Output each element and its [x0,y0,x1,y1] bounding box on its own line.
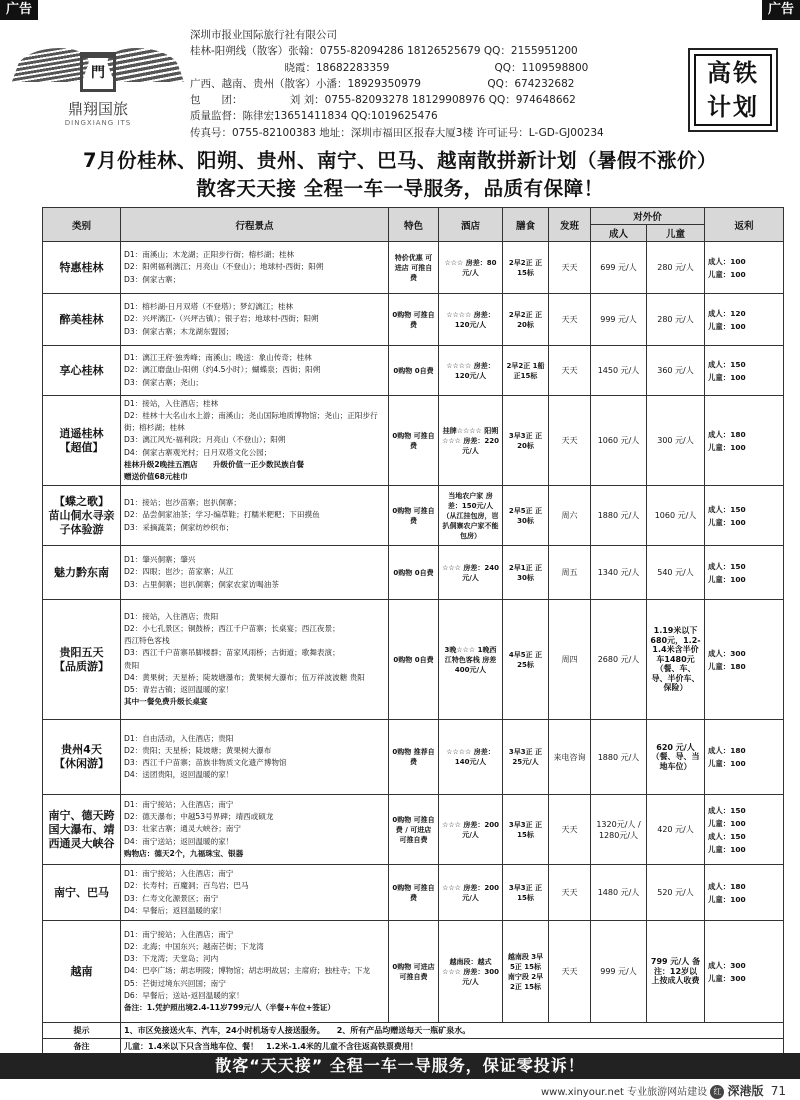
tour-row [43,486,784,546]
rebate [705,720,784,795]
itinerary-day: D3：占里侗寨；岜扒侗寨；侗家农家访喝油茶 [124,579,279,589]
tip-text: 1、市区免接送火车、汽车，24小时机场专人接送服务。 2、所有产品均赠送每天一瓶矿泉水。 [121,1023,784,1039]
itinerary-day: 赠送价值68元桂巾 [124,472,188,481]
departure: 天天 [549,294,591,346]
meal: 3早3正 正15标 [503,865,549,921]
category-name: 【蝶之歌】 [54,494,109,508]
itinerary-day: D3：仁寿文化源景区；南宁 [124,893,219,903]
hotel: ☆☆☆ 房差：200元/人 [439,795,503,865]
header-child: 儿童 [647,225,705,242]
itinerary-day: D1：南宁接站；入住酒店；南宁 [124,799,234,809]
tour-category [43,242,121,294]
rebate [705,486,784,546]
tour-category [43,294,121,346]
itinerary [121,396,389,486]
category-name: 南宁、德天跨国大瀑布、靖西通灵大峡谷 [48,808,115,850]
rebate-line: 儿童：100 [708,372,746,382]
itinerary-day: D1：接站，入住酒店；贵阳 [124,611,219,621]
category-name: 魅力黔东南 [54,565,109,579]
rebate-line: 成人：120 [708,308,746,318]
header-itinerary: 行程景点 [121,208,389,242]
feature: 0购物 可推自费 [389,294,439,346]
category-subtitle: 【品质游】 [54,659,109,673]
logo-name: 鼎翔国旅 [67,100,128,118]
hotel: 越南段：越式☆☆☆ 房差：300元/人 [439,921,503,1023]
feature: 特价优惠 可进店 可推自费 [389,242,439,294]
tour-row [43,546,784,600]
itinerary-day: D4：侗家古寨观光村；日月双塔文化公园； [124,447,272,457]
meal: 2早5正 正30标 [503,486,549,546]
departure: 天天 [549,795,591,865]
note-label: 备注 [43,1039,121,1055]
departure: 天天 [549,242,591,294]
rebate-line: 成人：180 [708,746,746,755]
info-line: 晓霞：18682283359 QQ：1109598800 [190,61,589,74]
rebate [705,600,784,720]
rebate [705,242,784,294]
logo-english: DINGXIANG ITS [64,119,132,127]
company-logo [8,40,188,130]
child-price: 280 元/人 [647,294,705,346]
tour-row [43,720,784,795]
header-rebate: 返利 [705,208,784,242]
feature: 0购物 可推自费 [389,865,439,921]
tip-label: 提示 [43,1023,121,1039]
category-name: 逍遥桂林 [59,426,104,440]
tour-category [43,865,121,921]
rebate-line: 儿童：100 [708,574,746,584]
itinerary-day: D6：早餐后；送站-返回温暖的家！ [124,990,244,1000]
tour-category [43,346,121,396]
badge-line1: 高铁 [707,59,759,87]
itinerary [121,294,389,346]
logo-mark: 門 [80,52,116,92]
category-name: 南宁、巴马 [54,885,109,899]
itinerary [121,921,389,1023]
itinerary-day: D2：北海；中国东兴；越南芒街；下龙湾 [124,941,264,951]
hotel: 当地农户家 房差：150元/人（从江挂包房，岜扒侗寨农户家不能包房） [439,486,503,546]
itinerary-day: D4：巴亭广场；胡志明陵；博物馆；胡志明故居；主席府；独柱寺；下龙 [124,966,371,976]
feature: 0购物 0自费 [389,600,439,720]
adult-price: 2680 元/人 [591,600,647,720]
child-price: 540 元/人 [647,546,705,600]
itinerary-day: D1：南宁接站；入住酒店；南宁 [124,929,234,939]
rebate-line: 儿童：100 [708,321,746,331]
category-name: 醉美桂林 [59,312,104,326]
itinerary-day: D4：送团贵阳，返回温暖的家！ [124,770,234,780]
itinerary-day: D2：兴坪漓江-（兴坪古镇）；银子岩；地球村-西街；阳朔 [124,314,319,324]
itinerary-day: D4：早餐后；返回温暖的家！ [124,905,226,915]
header-departure: 发班 [549,208,591,242]
adult-price: 1450 元/人 [591,346,647,396]
meal: 2早2正 正15标 [503,242,549,294]
itinerary-day: D2：品尝侗家油茶；学习-编草鞋；打糯米粑粑；下田摸鱼 [124,510,320,520]
hotel: ☆☆☆☆ 房差：120元/人 [439,294,503,346]
hotel: ☆☆☆ 房差：240元/人 [439,546,503,600]
rebate-line: 儿童：100 [708,818,746,828]
child-price: 1.19米以下680元，1.2-1.4米含半价车1480元（餐、车、导、半价车、保险） [647,600,705,720]
rebate-line: 儿童：100 [708,269,746,279]
itinerary [121,346,389,396]
header-hotel: 酒店 [439,208,503,242]
category-name: 贵州4天 [61,743,102,756]
page-number: 71 [770,1084,786,1098]
feature: 0购物 可推自费 [389,486,439,546]
header-adult: 成人 [591,225,647,242]
itinerary-day: D3：侗家古寨；尧山； [124,377,204,387]
rebate-line: 成人：150 [708,805,746,815]
adult-price: 1060 元/人 [591,396,647,486]
itinerary-day: D1：自由活动，入住酒店；贵阳 [124,733,234,743]
feature: 0购物 0自费 [389,546,439,600]
info-line: 桂林-阳朔线（散客）张翰：0755-82094286 18126525679 QQ：2155951200 [190,45,578,58]
tour-category [43,600,121,720]
itinerary-day: D4：南宁送站；返回温暖的家！ [124,836,234,846]
itinerary-day: D5：青岩古镇；返回温暖的家！ [124,684,234,694]
tour-row [43,600,784,720]
itinerary-day: D3：采摘蔬菜；侗家纺纱织布； [124,522,234,532]
page-footer [541,1082,786,1099]
itinerary-day: D4：黄果树；天星桥；陡坡塘瀑布；黄果树大瀑布；伍万祥波波糖 贵阳 [124,672,365,682]
rebate-line: 成人：150 [708,504,746,514]
rebate-line: 成人：150 [708,831,746,841]
departure: 天天 [549,865,591,921]
itinerary-day: D1：肇兴侗寨；肇兴 [124,555,196,565]
rebate-line: 成人：180 [708,881,746,891]
itinerary [121,546,389,600]
rebate [705,396,784,486]
itinerary-day: D3：下龙湾；天堂岛；河内 [124,954,219,964]
feature: 0购物 可进店 可推自费 [389,921,439,1023]
info-line: 包 团： 刘 刘：0755-82093278 18129908976 QQ：974648662 [190,94,576,107]
header-category: 类别 [43,208,121,242]
edition-name: 深港版 [727,1084,764,1098]
child-price: 420 元/人 [647,795,705,865]
tour-row [43,346,784,396]
meal: 3早3正 正15标 [503,795,549,865]
footer-slogan: 散客“天天接” 全程一车一导服务，保证零投诉！ [0,1053,800,1079]
itinerary-day: 购物店：德天2个，九福珠宝、银器 [124,848,244,858]
category-name: 特惠桂林 [59,260,104,274]
itinerary-day: D1：南宁接站；入住酒店；南宁 [124,869,234,879]
tour-row [43,294,784,346]
adult-price: 1320元/人 / 1280元/人 [591,795,647,865]
info-line: 深圳市报业国际旅行社有限公司 [190,29,337,41]
feature: 0购物 0自费 [389,346,439,396]
tour-category [43,486,121,546]
rebate [705,795,784,865]
meal: 3早3正 正20标 [503,396,549,486]
departure: 天天 [549,396,591,486]
meal: 2早1正 正30标 [503,546,549,600]
meal: 4早5正 正25标 [503,600,549,720]
child-price: 520 元/人 [647,865,705,921]
itinerary-day: 其中一餐免费升级长桌宴 [124,697,208,707]
itinerary-day: D3：侗家古寨；木龙湖东盟园； [124,326,234,336]
itinerary-day: D2：贵阳；天星桥；陡坡塘；黄果树大瀑布 [124,745,272,755]
itinerary-day: D3：漓江风光-福利段；月亮山（不登山）；阳朔 [124,435,286,445]
adult-price: 699 元/人 [591,242,647,294]
rebate-line: 成人：150 [708,561,746,571]
adult-price: 999 元/人 [591,294,647,346]
itinerary-day: D1：接站，入住酒店；桂林 [124,398,219,408]
itinerary-day: D2：四眼；岜沙；苗家寨；从江 [124,567,234,577]
itinerary-day: D5：芒街过境东兴回国；南宁 [124,978,226,988]
ad-label-right: 广告 [762,0,800,20]
contact-info [190,27,670,141]
tour-price-table [42,207,784,1055]
tour-category [43,795,121,865]
itinerary-day: D1：榕杉湖-日月双塔（不登塔）；梦幻漓江；桂林 [124,302,294,312]
rebate-line: 儿童：300 [708,973,746,983]
itinerary [121,795,389,865]
itinerary-day: D1：漓江王府·独秀峰；南溪山；晚送：象山传奇；桂林 [124,353,312,363]
info-line: 质量监督：陈律宏13651411834 QQ:1019625476 [190,110,438,123]
itinerary [121,865,389,921]
departure: 周六 [549,486,591,546]
rebate-line: 儿童：100 [708,894,746,904]
tour-row [43,921,784,1023]
itinerary-day: 备注：1.凭护照出境2.4-11岁799元/人（半餐+车位+签证） [124,1003,335,1012]
category-name: 越南 [70,964,93,978]
footer-url: www.xinyour.net 专业旅游网站建设 [540,1087,708,1098]
itinerary-day: D2：小七孔景区；铜鼓桥；西江千户苗寨；长桌宴；西江夜景； 西江特色客栈 [124,623,420,646]
hsr-badge [688,48,778,132]
meal: 3早3正 正25元/人 [503,720,549,795]
departure: 天天 [549,346,591,396]
category-name: 享心桂林 [59,363,104,377]
rebate [705,294,784,346]
category-subtitle: 苗山侗水寻亲子体验游 [48,508,115,536]
adult-price: 1880 元/人 [591,720,647,795]
tour-row [43,795,784,865]
itinerary-day: D3：西江千户苗寨；苗族非物质文化遗产博物馆 [124,758,287,767]
rebate-line: 儿童：100 [708,759,746,768]
header-meal: 膳食 [503,208,549,242]
itinerary-day: D2：阳朔福利漓江；月亮山（不登山）；地球村-西街；阳朔 [124,262,324,272]
itinerary-day: D2：德天瀑布；中越53号界碑；靖西或硕龙 [124,812,274,822]
header-price: 对外价 [591,208,705,225]
child-price: 799 元/人 备注：12岁以上按成人收费 [647,921,705,1023]
tour-row [43,242,784,294]
child-price: 300 元/人 [647,396,705,486]
itinerary-day: D1：南溪山；木龙湖；正阳步行街；榕杉湖；桂林 [124,250,295,260]
adult-price: 1880 元/人 [591,486,647,546]
rebate [705,921,784,1023]
departure: 周四 [549,600,591,720]
itinerary-day: D3：西江千户苗寨吊脚楼群；苗家风雨桥；古街道；歌舞表演； 贵阳 [124,648,450,670]
header-feature: 特色 [389,208,439,242]
child-price: 360 元/人 [647,346,705,396]
ad-label-left: 广告 [0,0,38,20]
feature: 0购物 可推自费 [389,396,439,486]
itinerary [121,720,389,795]
meal: 2早2正 正20标 [503,294,549,346]
hotel: ☆☆☆ 房差：80元/人 [439,242,503,294]
adult-price: 1480 元/人 [591,865,647,921]
category-name: 贵阳五天 [59,645,104,659]
rebate-line: 成人：300 [708,960,746,970]
itinerary-day: D2：长寿村；百魔洞；百鸟岩；巴马 [124,881,249,891]
rebate-line: 成人：150 [708,359,746,369]
headline: 7月份桂林、阳朔、贵州、南宁、巴马、越南散拼新计划（暑假不涨价） [82,149,718,172]
departure: 周五 [549,546,591,600]
child-price: 1060 元/人 [647,486,705,546]
itinerary-day: D3：侗家古寨； [124,274,181,284]
rebate-line: 儿童：100 [708,844,746,854]
tour-row [43,865,784,921]
adult-price: 1340 元/人 [591,546,647,600]
child-price: 620 元/人（餐、导、当地车位） [647,720,705,795]
tour-category [43,921,121,1023]
rebate-line: 成人：300 [708,648,746,658]
departure: 天天 [549,921,591,1023]
itinerary-day: D3：壮家古寨；通灵大峡谷；南宁 [124,824,241,834]
hotel: ☆☆☆☆ 房差：140元/人 [439,720,503,795]
edition-mark: 红 [710,1085,724,1099]
feature: 0购物 推荐自费 [389,720,439,795]
subheadline: 散客天天接 全程一车一导服务，品质有保障！ [196,177,604,200]
meal: 越南段 3早5正 15标 南宁段 2早2正 15标 [503,921,549,1023]
hotel: ☆☆☆☆ 房差：120元/人 [439,346,503,396]
adult-price: 999 元/人 [591,921,647,1023]
meal: 2早2正 1船 正15标 [503,346,549,396]
hotel: 挂牌☆☆☆☆ 阳朔☆☆☆ 房差：220元/人 [439,396,503,486]
rebate-line: 成人：180 [708,429,746,439]
departure: 来电咨询 [549,720,591,795]
rebate-line: 儿童：180 [708,661,746,671]
tour-category [43,546,121,600]
hotel: ☆☆☆ 房差：200元/人 [439,865,503,921]
rebate [705,865,784,921]
hotel: 3晚☆☆☆ 1晚西江特色客栈 房差400元/人 [439,600,503,720]
rebate [705,346,784,396]
feature: 0购物 可推自费 / 可进店 可推自费 [389,795,439,865]
itinerary [121,486,389,546]
note-text: 儿童：1.4米以下只含当地车位、餐！ 1.2米-1.4米的儿童不含往返高铁票费用！ [121,1039,784,1055]
itinerary-day: D2：漓江磨盘山-阳朔（约4.5小时）；蝴蝶泉；西街；阳朔 [124,365,321,375]
itinerary-day: D1：接站；岜沙苗寨；岜扒侗寨； [124,498,241,508]
rebate-line: 儿童：100 [708,442,746,452]
info-line: 传真号：0755-82100383 地址：深圳市福田区报春大厦3楼 许可证号：L-GD-GJ00234 [190,126,604,139]
itinerary-day: D2：桂林十大名山水上游；南溪山；尧山国际地质博物馆；尧山；正阳步行街；榕杉湖；桂林 [124,410,378,433]
child-price: 280 元/人 [647,242,705,294]
category-subtitle: 【休闲游】 [54,757,109,770]
tour-row [43,396,784,486]
info-line: 广西、越南、贵州（散客）小潘：18929350979 QQ：674232682 [190,77,575,90]
category-subtitle: 【超值】 [59,440,104,454]
itinerary [121,242,389,294]
tour-category [43,720,121,795]
itinerary-day: 桂林升级2晚挂五酒店 升级价值一正少数民族自餐 [124,459,304,469]
rebate-line: 儿童：100 [708,517,746,527]
tour-category [43,396,121,486]
rebate-line: 成人：100 [708,256,746,266]
rebate [705,546,784,600]
badge-line2: 计划 [707,93,759,121]
